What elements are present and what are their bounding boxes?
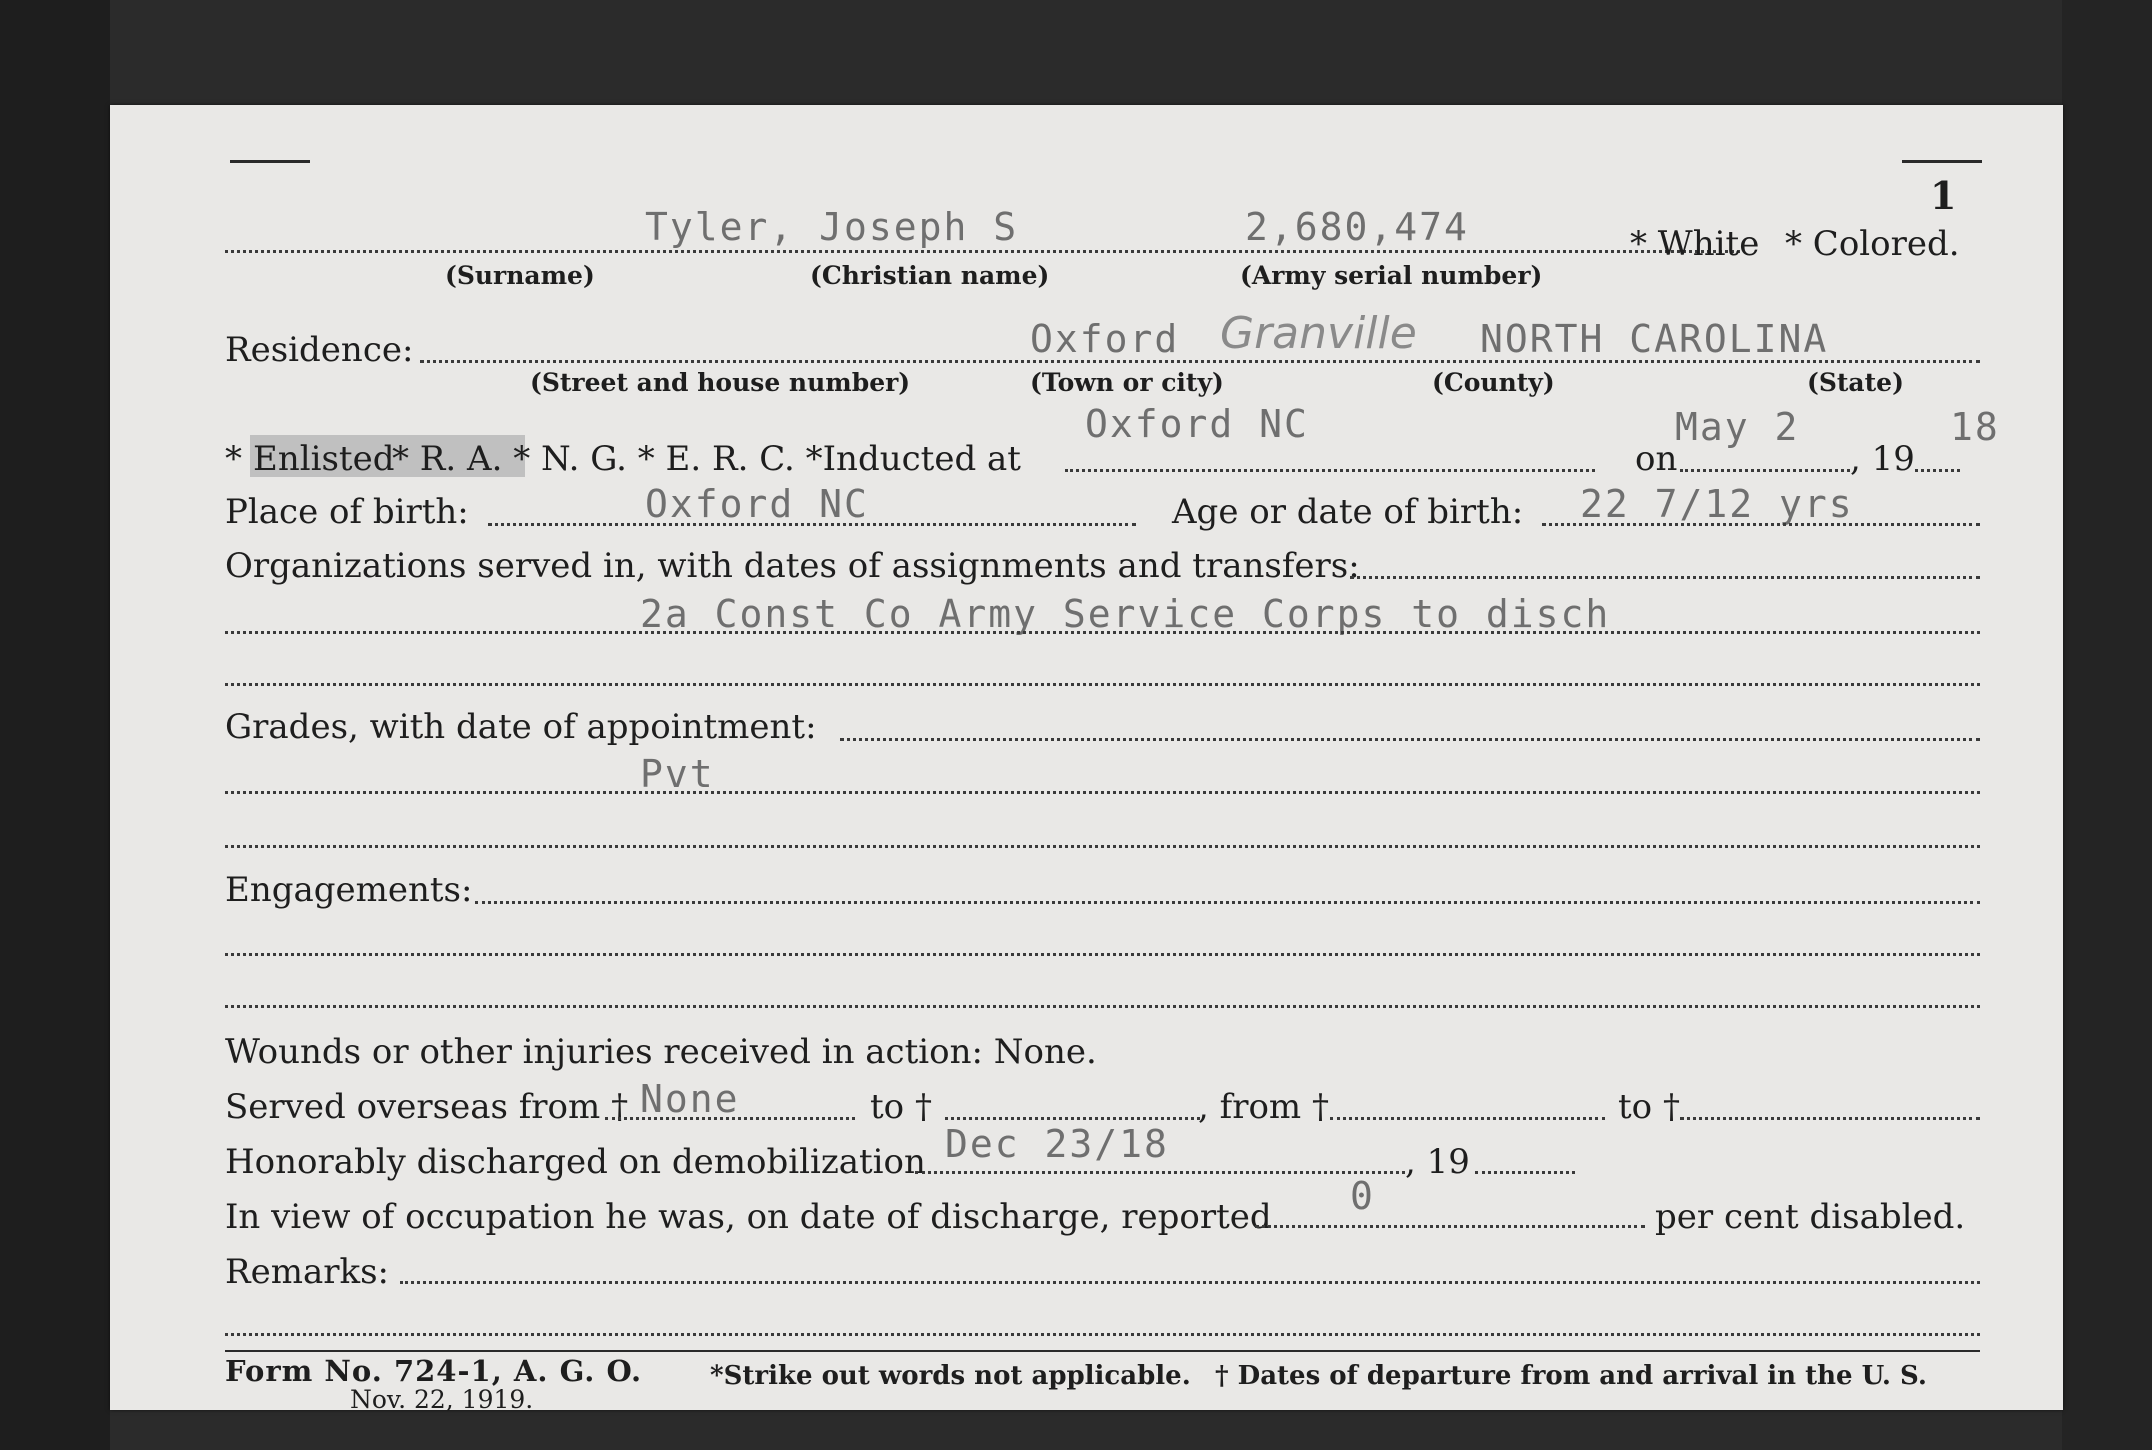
discharge-date-line — [915, 1171, 1405, 1174]
engagements-label: Engagements: — [225, 870, 473, 910]
enlist-options: * R. A. * N. G. * E. R. C. *Inducted at — [392, 439, 1021, 479]
card-number: 1 — [1930, 173, 1957, 218]
white-option: * White — [1630, 224, 1760, 264]
remarks-line-2 — [225, 1333, 1980, 1336]
state-value: NORTH CAROLINA — [1480, 317, 1829, 361]
engagements-line-3 — [225, 1005, 1980, 1008]
overseas-from-value: None — [640, 1077, 740, 1121]
town-value: Oxford — [1030, 317, 1180, 361]
year-line — [1915, 469, 1960, 472]
organization-value: 2a Const Co Army Service Corps to disch — [640, 592, 1611, 636]
serial-number-value: 2,680,474 — [1245, 205, 1469, 249]
age-label: Age or date of birth: — [1172, 492, 1524, 532]
grades-label: Grades, with date of appointment: — [225, 707, 817, 747]
age-line — [1542, 523, 1980, 526]
discharge-year-label: , 19 — [1405, 1142, 1470, 1182]
organizations-label: Organizations served in, with dates of assignments and transfers: — [225, 546, 1360, 586]
background-right — [2062, 0, 2152, 1450]
county-value: Granville — [1220, 308, 1417, 359]
inducted-date-line — [1680, 469, 1850, 472]
grades-line-2 — [225, 791, 1980, 794]
top-left-rule — [230, 160, 310, 163]
to-label-1: to † — [870, 1087, 932, 1127]
nineteen-label: , 19 — [1850, 439, 1915, 479]
background-left — [0, 0, 110, 1450]
discharge-date-value: Dec 23/18 — [945, 1122, 1169, 1166]
strike-note: *Strike out words not applicable. — [710, 1361, 1191, 1391]
town-caption: (Town or city) — [1030, 368, 1224, 397]
county-caption: (County) — [1432, 368, 1555, 397]
on-label: on — [1635, 439, 1678, 479]
discharge-year-line — [1475, 1171, 1575, 1174]
return-to-line — [1680, 1117, 1980, 1120]
discharged-label: Honorably discharged on demobilization — [225, 1142, 926, 1182]
from-label: , from † — [1198, 1087, 1329, 1127]
name-line — [225, 250, 1740, 253]
form-date: Nov. 22, 1919. — [350, 1385, 534, 1414]
inducted-year-value: 18 — [1950, 405, 2000, 449]
organizations-line-2 — [225, 631, 1980, 634]
wounds-label: Wounds or other injuries received in action: None. — [225, 1032, 1097, 1072]
disabled-percent-value: 0 — [1350, 1174, 1375, 1218]
occupation-label: In view of occupation he was, on date of discharge, reported — [225, 1197, 1272, 1237]
birth-place-value: Oxford NC — [645, 482, 869, 526]
inducted-line — [1065, 469, 1595, 472]
overseas-to-line — [945, 1117, 1200, 1120]
engagements-line-1 — [475, 901, 1980, 904]
remarks-label: Remarks: — [225, 1252, 389, 1292]
remarks-line-1 — [400, 1281, 1980, 1284]
per-cent-label: per cent disabled. — [1655, 1197, 1966, 1237]
enlisted-option: Enlisted — [253, 439, 395, 479]
overseas-label: Served overseas from † — [225, 1087, 629, 1127]
form-number: Form No. 724-1, A. G. O. — [225, 1354, 643, 1388]
state-caption: (State) — [1807, 368, 1904, 397]
return-from-line — [1330, 1117, 1605, 1120]
organizations-line-1 — [1350, 576, 1980, 579]
grades-line-1 — [840, 738, 1980, 741]
grade-value: Pvt — [640, 752, 715, 796]
colored-option: * Colored. — [1785, 224, 1960, 264]
disabled-line — [1255, 1225, 1645, 1228]
serial-caption: (Army serial number) — [1240, 261, 1543, 290]
overseas-from-line — [605, 1117, 855, 1120]
surname-caption: (Surname) — [445, 261, 595, 290]
birth-place-line — [488, 523, 1136, 526]
engagements-line-2 — [225, 953, 1980, 956]
enlisted-star: * — [225, 439, 242, 479]
surname-name-value: Tyler, Joseph S — [645, 205, 1019, 249]
inducted-date-value: May 2 — [1675, 405, 1800, 449]
street-caption: (Street and house number) — [530, 368, 911, 397]
age-value: 22 7/12 yrs — [1580, 482, 1854, 526]
record-card — [110, 105, 2063, 1414]
grades-line-3 — [225, 845, 1980, 848]
organizations-line-3 — [225, 683, 1980, 686]
christian-name-caption: (Christian name) — [810, 261, 1050, 290]
top-right-rule — [1902, 160, 1982, 163]
to-label-2: to † — [1618, 1087, 1680, 1127]
footer-rule — [225, 1350, 1980, 1352]
inducted-place-value: Oxford NC — [1085, 402, 1309, 446]
birth-place-label: Place of birth: — [225, 492, 469, 532]
residence-label: Residence: — [225, 330, 414, 370]
dates-note: † Dates of departure from and arrival in the U. S. — [1215, 1361, 1927, 1391]
residence-line — [420, 360, 1980, 363]
